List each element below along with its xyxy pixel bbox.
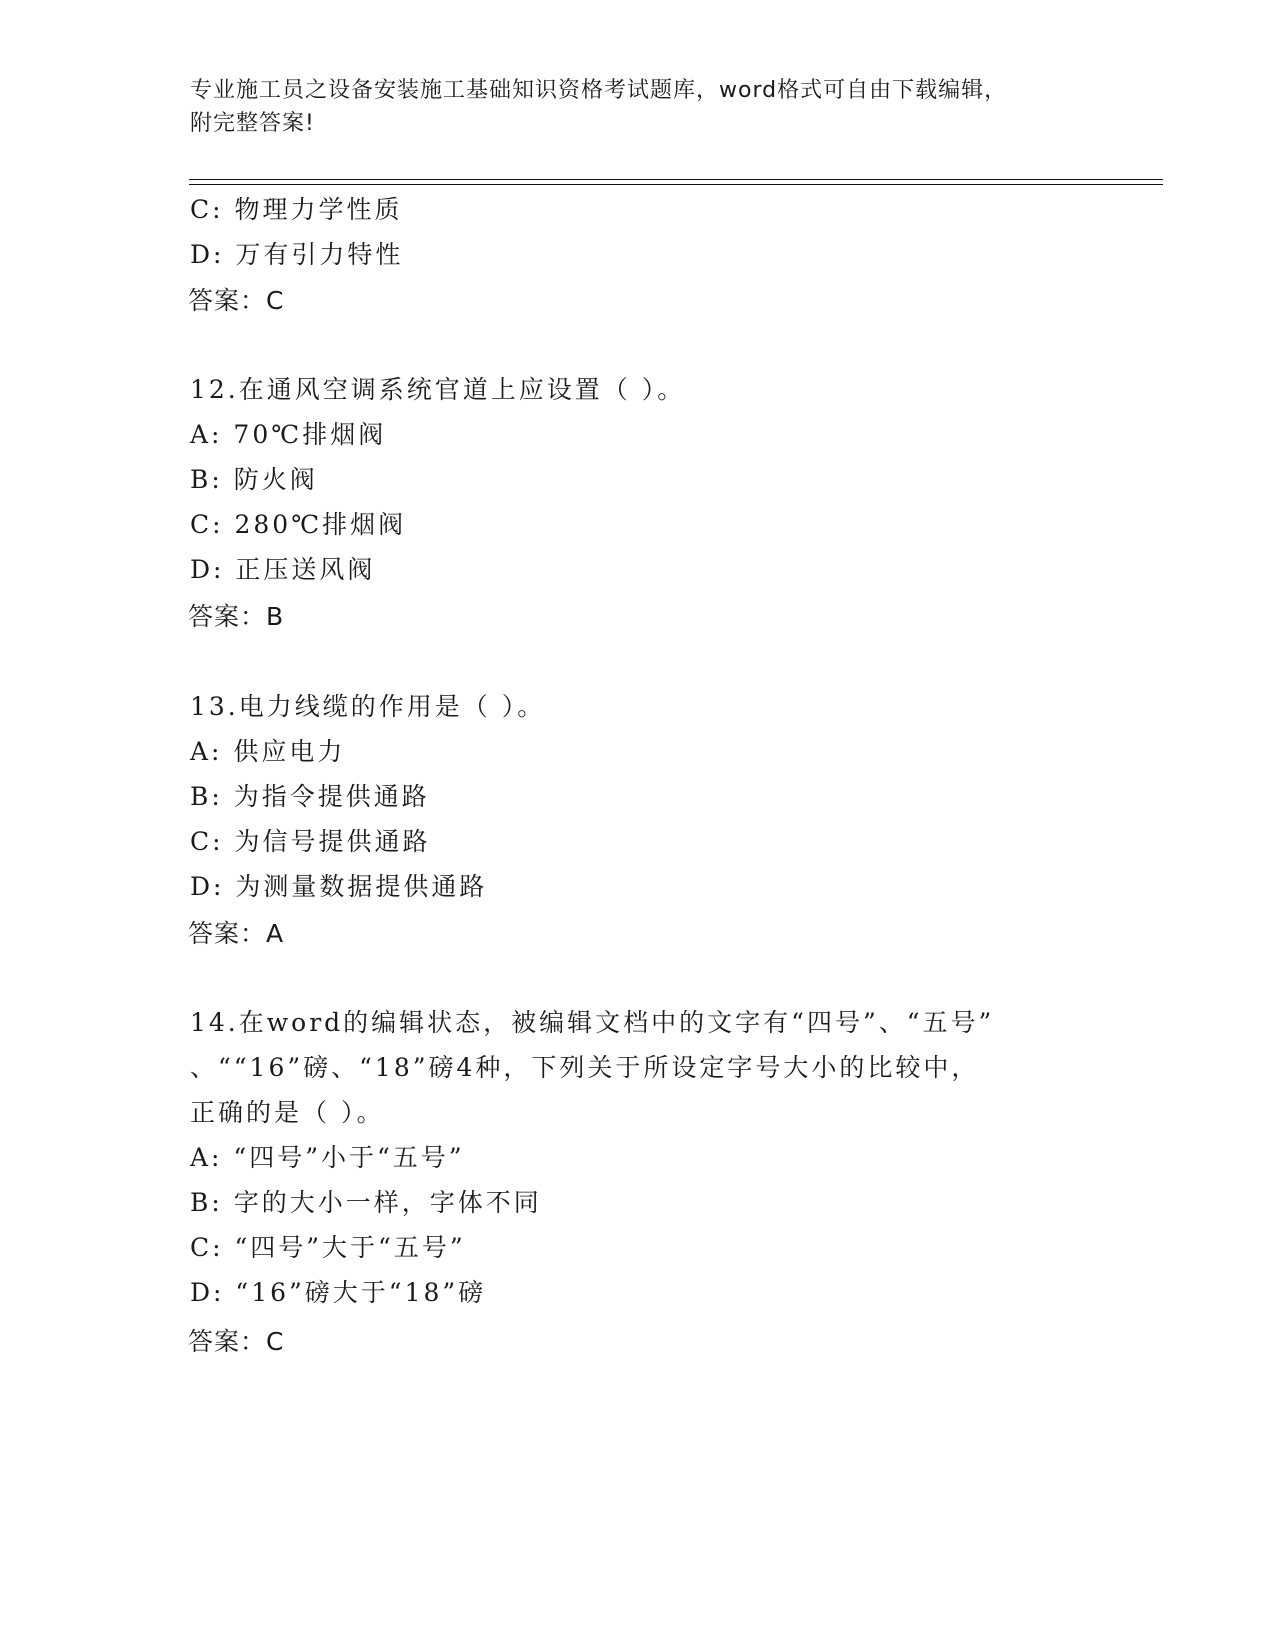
q13-question: 13.电力线缆的作用是（ ）。 <box>190 692 546 721</box>
q13-option-b: B: 为指令提供通路 <box>190 782 430 811</box>
q13-answer: 答案：A <box>188 919 285 948</box>
header-divider-top <box>189 179 1163 180</box>
q14-question-line-3: 正确的是（ ）。 <box>190 1098 385 1127</box>
document-header <box>190 74 1070 140</box>
q13-option-c: C: 为信号提供通路 <box>190 827 431 856</box>
q12-question: 12.在通风空调系统官道上应设置（ ）。 <box>190 375 686 404</box>
q12-option-a: A: 70℃排烟阀 <box>190 420 387 449</box>
q14-option-a: A: “四号”小于“五号” <box>190 1143 465 1172</box>
q12-answer: 答案：B <box>188 602 285 631</box>
q14-question-line-2: 、““16”磅、“18”磅4种，下列关于所设定字号大小的比较中， <box>190 1053 980 1082</box>
header-divider-bottom <box>189 184 1163 185</box>
q14-option-d: D: “16”磅大于“18”磅 <box>190 1278 487 1307</box>
q12-option-b: B: 防火阀 <box>190 465 318 494</box>
q14-answer: 答案：C <box>188 1327 285 1356</box>
prev-option-d: D: 万有引力特性 <box>190 240 404 269</box>
q12-option-c: C: 280℃排烟阀 <box>190 510 407 539</box>
q14-question-line-1: 14.在word的编辑状态，被编辑文档中的文字有“四号”、“五号” <box>190 1008 995 1037</box>
prev-answer: 答案：C <box>188 286 285 315</box>
header-line-2: 附完整答案! <box>190 111 315 136</box>
prev-option-c: C: 物理力学性质 <box>190 195 403 224</box>
header-line-1: 专业施工员之设备安装施工基础知识资格考试题库，word格式可自由下载编辑， <box>190 78 1008 103</box>
q13-option-a: A: 供应电力 <box>190 737 346 766</box>
q13-option-d: D: 为测量数据提供通路 <box>190 872 488 901</box>
q12-option-d: D: 正压送风阀 <box>190 555 376 584</box>
q14-option-b: B: 字的大小一样，字体不同 <box>190 1188 542 1217</box>
q14-option-c: C: “四号”大于“五号” <box>190 1233 466 1262</box>
